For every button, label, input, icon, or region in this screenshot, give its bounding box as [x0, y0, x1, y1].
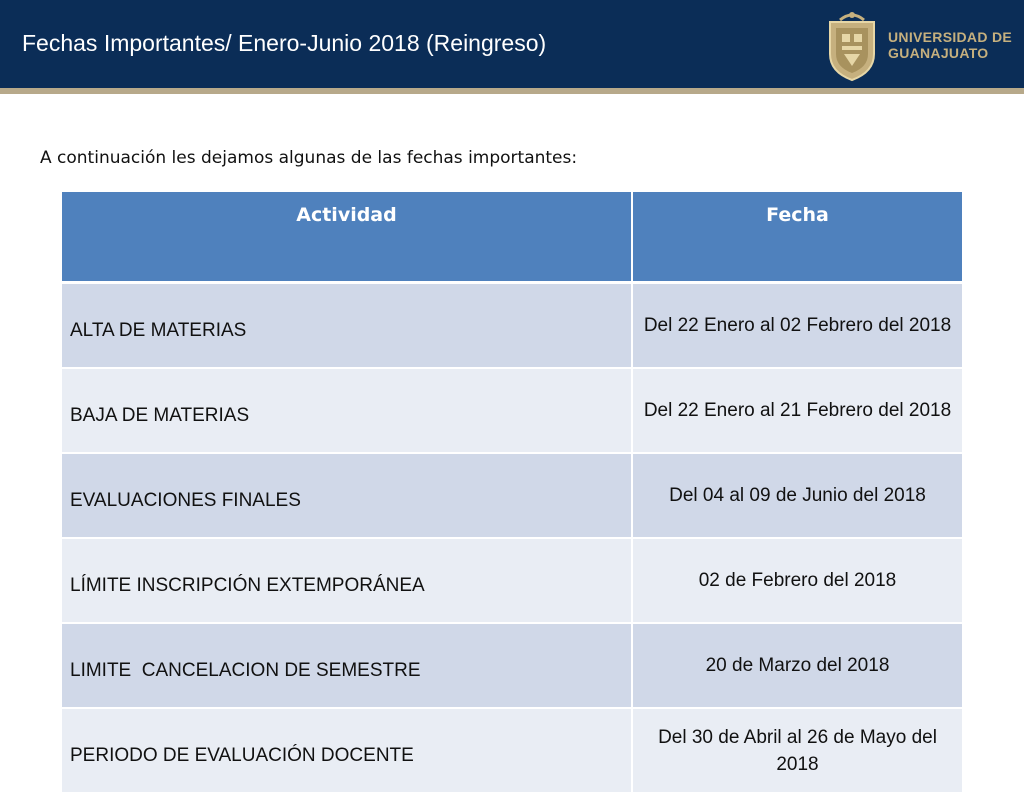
date-cell: Del 04 al 09 de Junio del 2018: [632, 453, 962, 538]
table-row: [62, 623, 962, 708]
university-shield-icon: [822, 10, 882, 82]
slide-title: Fechas Importantes/ Enero-Junio 2018 (Reingreso): [22, 30, 547, 56]
activity-cell: ALTA DE MATERIAS: [62, 283, 632, 369]
university-name-line2: GUANAJUATO: [888, 45, 989, 61]
header-divider: [0, 88, 1024, 94]
table-row: [62, 368, 962, 453]
column-header-fecha: Fecha: [632, 192, 962, 283]
table-row: [62, 453, 962, 538]
table-header-row: [62, 192, 962, 283]
table-row: [62, 283, 962, 369]
date-cell: 20 de Marzo del 2018: [632, 623, 962, 708]
activity-cell: PERIODO DE EVALUACIÓN DOCENTE: [62, 708, 632, 792]
intro-text: A continuación les dejamos algunas de las fechas importantes:: [40, 148, 578, 168]
university-name: [888, 29, 1012, 61]
column-header-actividad: Actividad: [62, 192, 632, 283]
table-row: [62, 708, 962, 792]
activity-cell: LIMITE CANCELACION DE SEMESTRE: [62, 623, 632, 708]
activity-cell: BAJA DE MATERIAS: [62, 368, 632, 453]
date-cell: Del 22 Enero al 21 Febrero del 2018: [632, 368, 962, 453]
slide-header: [0, 0, 1024, 88]
activity-cell: EVALUACIONES FINALES: [62, 453, 632, 538]
date-cell: Del 22 Enero al 02 Febrero del 2018: [632, 283, 962, 369]
table-row: [62, 538, 962, 623]
university-name-line1: UNIVERSIDAD DE: [888, 29, 1012, 45]
date-cell: Del 30 de Abril al 26 de Mayo del 2018: [632, 708, 962, 792]
activity-cell: LÍMITE INSCRIPCIÓN EXTEMPORÁNEA: [62, 538, 632, 623]
dates-table: [62, 192, 962, 792]
date-cell: 02 de Febrero del 2018: [632, 538, 962, 623]
university-logo: [822, 8, 1022, 82]
